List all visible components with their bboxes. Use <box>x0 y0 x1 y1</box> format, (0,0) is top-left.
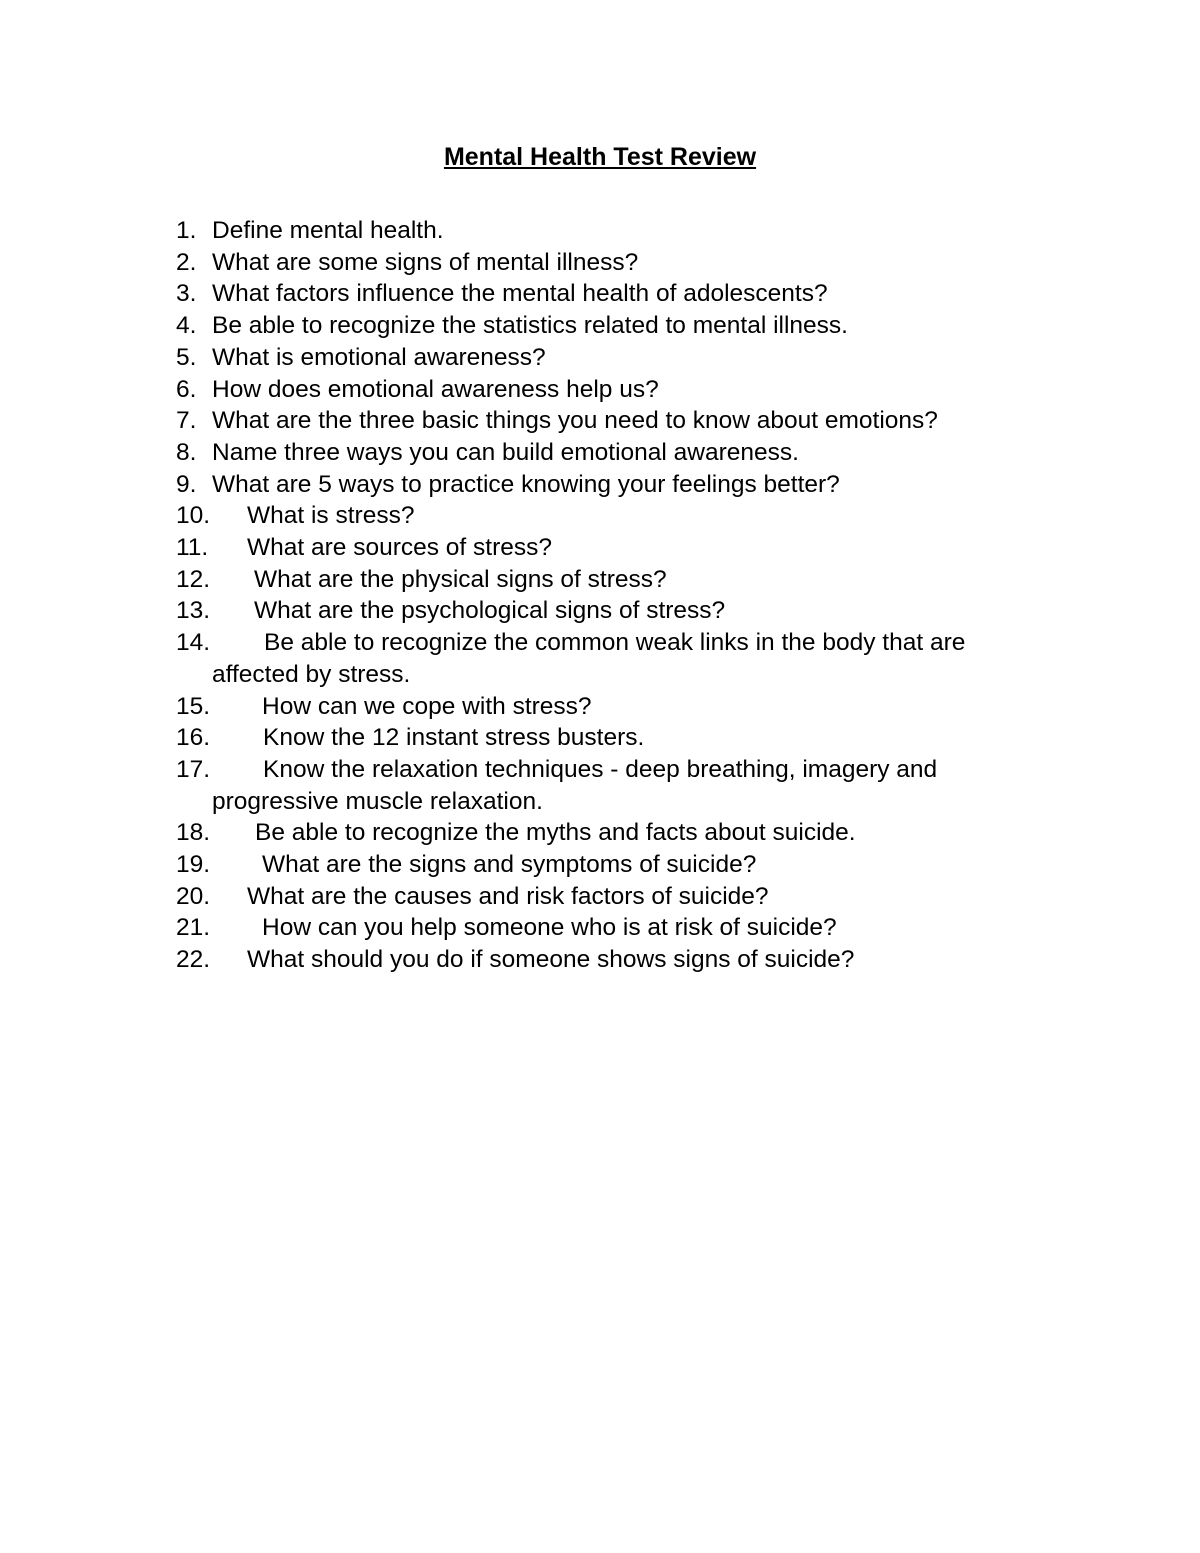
list-item <box>176 469 1076 501</box>
item-text: What is stress? <box>247 502 415 530</box>
list-item <box>176 500 1076 532</box>
item-text: Define mental health. <box>212 217 444 244</box>
item-text: What factors influence the mental health of adolescents? <box>212 280 828 308</box>
item-number: 1. <box>176 217 197 244</box>
list-item <box>176 691 1076 723</box>
item-text: What are the signs and symptoms of suicide? <box>262 851 757 879</box>
item-number: 16. <box>176 724 211 752</box>
item-text: What are the physical signs of stress? <box>254 565 667 593</box>
item-text: What are 5 ways to practice knowing your feelings better? <box>212 470 840 498</box>
item-number: 19. <box>176 851 211 879</box>
item-number: 2. <box>176 248 197 276</box>
item-text: Name three ways you can build emotional awareness. <box>212 438 799 466</box>
list-item <box>176 532 1076 564</box>
item-number: 13. <box>176 597 211 625</box>
list-item <box>176 342 1076 374</box>
item-text: How can you help someone who is at risk of suicide? <box>262 914 837 942</box>
item-text: What should you do if someone shows signs of suicide? <box>247 946 855 974</box>
item-text: What are the causes and risk factors of suicide? <box>247 882 769 910</box>
item-number: 10. <box>176 502 211 530</box>
list-item <box>176 754 1076 786</box>
list-item <box>176 247 1076 279</box>
item-number: 4. <box>176 312 197 340</box>
item-text: How does emotional awareness help us? <box>212 375 659 403</box>
item-text: Know the relaxation techniques - deep breathing, imagery and <box>263 755 938 783</box>
item-number: 5. <box>176 343 197 371</box>
item-text: What are the three basic things you need to know about emotions? <box>212 407 938 435</box>
item-number: 21. <box>176 914 211 942</box>
list-item <box>176 310 1076 342</box>
list-item <box>176 278 1076 310</box>
item-number: 22. <box>176 946 211 974</box>
item-number: 6. <box>176 375 197 403</box>
item-text: Be able to recognize the myths and facts about suicide. <box>255 819 856 847</box>
list-item <box>176 881 1076 913</box>
item-number: 3. <box>176 280 197 308</box>
item-number: 15. <box>176 692 211 720</box>
item-text: Know the 12 instant stress busters. <box>263 724 645 752</box>
item-text: What is emotional awareness? <box>212 343 546 371</box>
item-text: What are the psychological signs of stress? <box>254 597 726 625</box>
item-text: What are some signs of mental illness? <box>212 248 639 276</box>
item-number: 17. <box>176 755 211 783</box>
list-item <box>176 849 1076 881</box>
list-item <box>176 405 1076 437</box>
item-number: 12. <box>176 565 211 593</box>
list-item <box>176 912 1076 944</box>
list-item <box>176 595 1076 627</box>
item-number: 14. <box>176 629 211 657</box>
item-text: What are sources of stress? <box>247 534 553 562</box>
list-item <box>176 564 1076 596</box>
item-number: 20. <box>176 882 211 910</box>
item-text-continuation: progressive muscle relaxation. <box>212 787 543 815</box>
item-text: Be able to recognize the common weak links in the body that are <box>264 629 966 657</box>
item-number: 7. <box>176 407 197 435</box>
list-item <box>176 627 1076 659</box>
question-list <box>176 215 1076 976</box>
item-number: 9. <box>176 470 197 498</box>
item-number: 8. <box>176 438 197 466</box>
list-item <box>176 374 1076 406</box>
document-title: Mental Health Test Review <box>443 143 757 171</box>
list-item <box>176 944 1076 976</box>
item-text-continuation: affected by stress. <box>212 660 411 688</box>
list-item <box>176 817 1076 849</box>
list-item <box>176 722 1076 754</box>
item-text: How can we cope with stress? <box>262 692 592 720</box>
list-item <box>176 437 1076 469</box>
item-number: 11. <box>176 534 209 562</box>
item-number: 18. <box>176 819 211 847</box>
item-text: Be able to recognize the statistics related to mental illness. <box>212 312 848 340</box>
list-item <box>176 215 1076 247</box>
